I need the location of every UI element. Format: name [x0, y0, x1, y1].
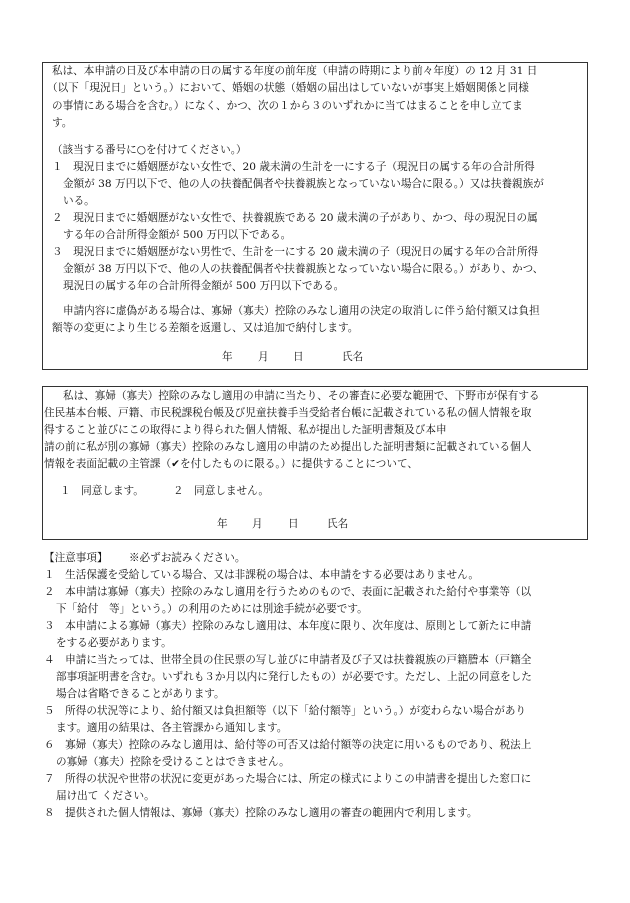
consent-line: 情報を表面記載の主管課（✔を付したものに限る。）に提供することについて、 [44, 458, 418, 470]
consent-line: 私は、寡婦（寡夫）控除のみなし適用の申請に当たり、その審査に必要な範囲で、下野市が保有する [63, 390, 540, 402]
consent-line: 住民基本台帳、戸籍、市民税課税台帳及び児童扶養手当受給者台帳に記載されている私の個人情報を取 [44, 407, 532, 419]
note-item-6-line: ６ 寡婦（寡夫）控除のみなし適用は、給付等の可否又は給付額等の決定に用いるものであり、税法上 [44, 739, 532, 751]
declaration-intro-line: （以下「現況日」という。）において、婚姻の状態（婚姻の届出はしていないが事実上婚姻関係と同様 [47, 82, 529, 94]
note-item-2-line: ２ 本申請は寡婦（寡夫）控除のみなし適用を行うためのもので、表面に記載された給付や事業等（以 [44, 586, 532, 598]
declaration-item-1-line: 金額が 38 万円以下で、他の人の扶養配偶者や扶養親族となっていない場合に限る。）又は扶養親族が [63, 178, 544, 190]
consent-option-disagree[interactable]: ２ 同意しません。 [173, 485, 269, 497]
declaration-item-3-line: 現況日の属する年の合計所得金額が 500 万円以下である。 [63, 280, 345, 292]
signature-year: 年 [222, 351, 233, 363]
note-item-4-line: 部事項証明書を含む。いずれも３か月以内に発行したもの）が必要です。ただし、上記の同意をした [56, 671, 532, 683]
declaration-item-1-line: いる。 [63, 195, 95, 207]
consent-line: 請の前に私が別の寡婦（寡夫）控除のみなし適用の申請のため提出した証明書類に記載されている個人 [44, 441, 532, 453]
declaration-item-3-line: 金額が 38 万円以下で、他の人の扶養配偶者や扶養親族となっていない場合に限る。）があり、かつ、 [63, 263, 544, 275]
note-item-6-line: の寡婦（寡夫）控除を受けることはできません。 [56, 756, 290, 768]
declaration-item-2-line: ２ 現況日までに婚姻歴がない女性で、扶養親族である 20 歳未満の子があり、かつ、母の現況日の属 [52, 212, 538, 224]
signature-name-label: 氏名 [327, 518, 349, 530]
signature-day: 日 [293, 351, 304, 363]
note-item-7-line: 届け出て ください。 [56, 790, 155, 802]
notes-heading-sub: ※必ずお読みください。 [128, 552, 246, 564]
note-item-5-line: ます。適用の結果は、各主管課から通知します。 [56, 722, 288, 734]
declaration-closing-line: 額等の変更により生じる差額を返還し、又は追加で納付します。 [52, 322, 359, 334]
note-item-4-line: 場合は省略できることがあります。 [56, 688, 225, 700]
note-item-5-line: ５ 所得の状況等により、給付額又は負担額等（以下「給付額等」という。）が変わらない場合があり [44, 705, 527, 717]
notes-heading [44, 553, 245, 564]
signature-name-label: 氏名 [342, 351, 364, 363]
declaration-intro-line: す。 [52, 117, 73, 129]
note-item-2-line: 下「給付 等」という。）の利用のためには別途手続が必要です。 [56, 603, 368, 615]
note-item-3-line: をする必要があります。 [56, 637, 172, 649]
declaration-item-3-line: ３ 現況日までに婚姻歴がない男性で、生計を一にする 20 歳未満の子（現況日の属する年の合計所得 [52, 246, 539, 258]
note-item-3-line: ３ 本申請による寡婦（寡夫）控除のみなし適用は、本年度に限り、次年度は、原則として新たに申請 [44, 620, 532, 632]
note-item-1-line: １ 生活保護を受給している場合、又は非課税の場合は、本申請をする必要はありません。 [44, 569, 479, 581]
declaration-item-1-line: １ 現況日までに婚姻歴がない女性で、20 歳未満の生計を一にする子（現況日の属する年の合計所得 [52, 161, 535, 173]
consent-option-agree[interactable]: １ 同意します。 [60, 485, 144, 497]
signature-month: 月 [258, 351, 269, 363]
declaration-item-2-line: する年の合計所得金額が 500 万円以下である。 [63, 229, 292, 241]
consent-line: 得すること並びにこの取得により得られた個人情報、私が提出した証明書類及び本申 [44, 424, 447, 436]
declaration-intro-line: の事情にある場合を含む。）になく、かつ、次の１から３のいずれかに当てはまることを申し立てま [52, 100, 523, 112]
declaration-intro-line: 私は、本申請の日及び本申請の日の属する年度の前年度（申請の時期により前々年度）の 12 月 31 日 [52, 65, 538, 77]
note-item-7-line: ７ 所得の状況や世帯の状況に変更があった場合には、所定の様式によりこの申請書を提出した窓口に [44, 773, 532, 785]
declaration-closing-line: 申請内容に虚偽がある場合は、寡婦（寡夫）控除のみなし適用の決定の取消しに伴う給付額又は負担 [63, 305, 540, 317]
notes-heading-title: 【注意事項】 [44, 552, 108, 564]
note-item-8-line: ８ 提供された個人情報は、寡婦（寡夫）控除のみなし適用の審査の範囲内で利用します。 [44, 807, 478, 819]
signature-year: 年 [217, 518, 228, 530]
signature-month: 月 [252, 518, 263, 530]
declaration-instruction: （該当する番号に○を付けてください。） [52, 144, 247, 156]
signature-day: 日 [288, 518, 299, 530]
note-item-4-line: ４ 申請に当たっては、世帯全員の住民票の写し並びに申請者及び子又は扶養親族の戸籍謄本（戸籍全 [44, 654, 532, 666]
